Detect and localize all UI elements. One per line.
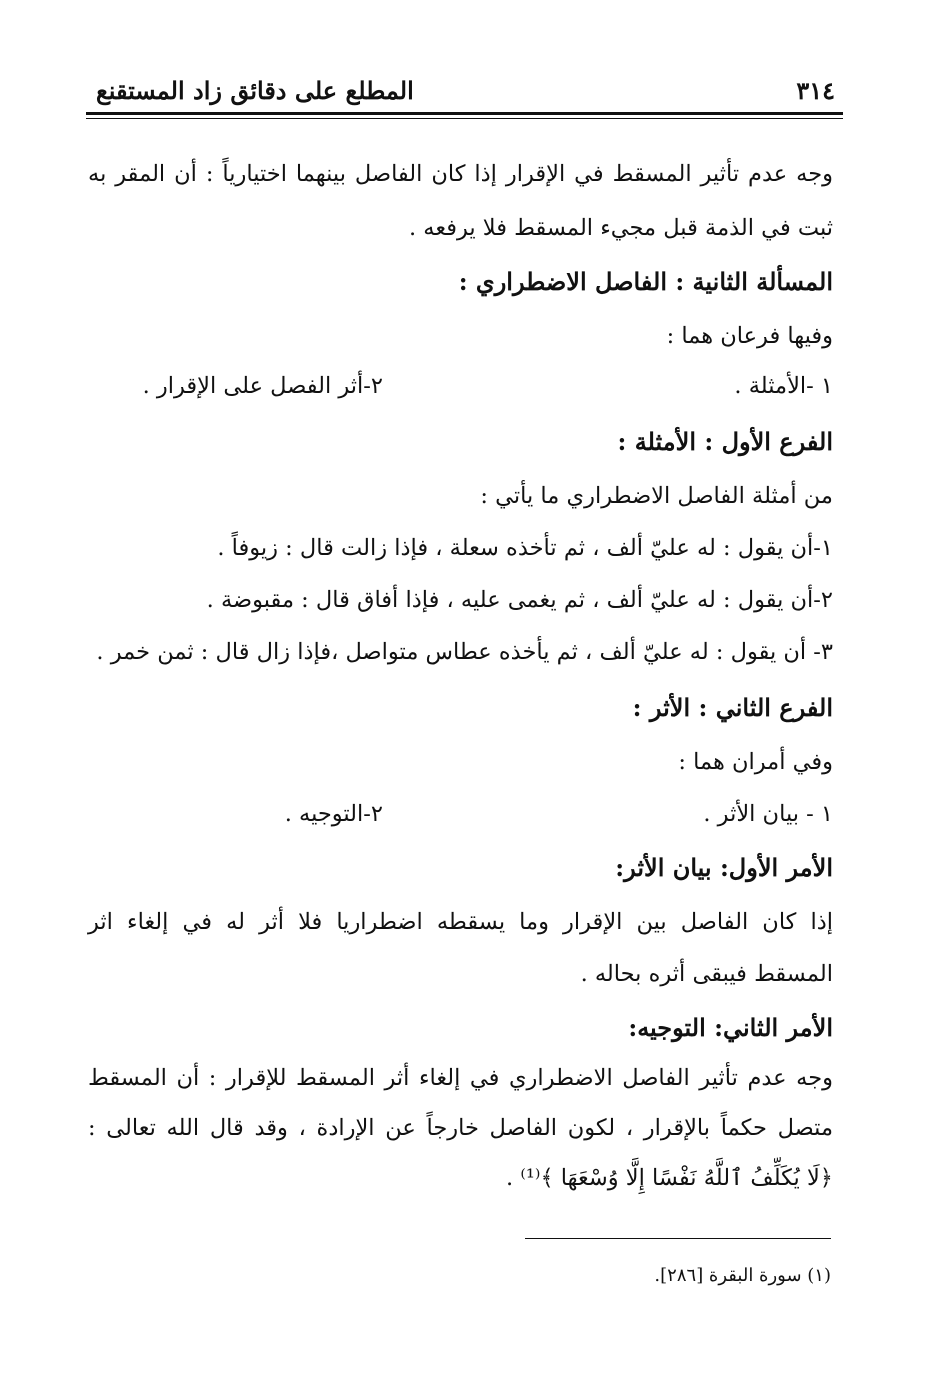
page-number: ٣١٤ xyxy=(796,76,835,105)
list-item: ١ - بيان الأثر . xyxy=(703,801,833,827)
paragraph-line: إذا كان الفاصل بين الإقرار وما يسقطه اضطراريا فلا أثر له في إلغاء اثر xyxy=(88,909,833,935)
section-heading: الأمر الأول: بيان الأثر: xyxy=(615,853,833,882)
header-rule-thick xyxy=(86,112,843,115)
list-item: ١ -الأمثلة . xyxy=(734,373,833,399)
paragraph-line: متصل حكماً بالإقرار ، لكون الفاصل خارجاً عن الإرادة ، وقد قال الله تعالى : xyxy=(88,1115,833,1141)
paragraph-line: وفي أمران هما : xyxy=(678,749,833,775)
paragraph-line: المسقط فيبقى أثره بحاله . xyxy=(580,961,833,987)
book-title: المطلع على دقائق زاد المستقنع xyxy=(96,76,414,105)
list-item: ٢-أن يقول : له عليّ ألف ، ثم يغمى عليه ، فإذا أفاق قال : مقبوضة . xyxy=(206,587,833,613)
list-item: ٣- أن يقول : له عليّ ألف ، ثم يأخذه عطاس متواصل ،فإذا زال قال : ثمن خمر . xyxy=(96,639,833,665)
footnote: (١) سورة البقرة [٢٨٦]. xyxy=(654,1265,831,1286)
list-item: ٢-أثر الفصل على الإقرار . xyxy=(142,373,383,399)
section-heading: المسألة الثانية : الفاصل الاضطراري : xyxy=(458,267,833,296)
list-item: ١-أن يقول : له عليّ ألف ، ثم تأخذه سعلة ، فإذا زالت قال : زيوفاً . xyxy=(217,535,833,561)
paragraph-line: ثبت في الذمة قبل مجيء المسقط فلا يرفعه . xyxy=(408,215,833,241)
quran-verse-line: ﴿لَا يُكَلِّفُ ٱللَّهُ نَفْسًا إِلَّا وُسْعَهَا ﴾⁽¹⁾ . xyxy=(506,1165,833,1191)
section-heading: الفرع الثاني : الأثر : xyxy=(632,693,833,722)
list-item: ٢-التوجيه . xyxy=(284,801,383,827)
section-heading: الفرع الأول : الأمثلة : xyxy=(617,427,833,456)
paragraph-line: وفيها فرعان هما : xyxy=(666,323,833,349)
header-rule-thin xyxy=(86,118,843,119)
page-header xyxy=(86,72,843,112)
paragraph-line: وجه عدم تأثير المسقط في الإقرار إذا كان الفاصل بينهما اختيارياً : أن المقر به xyxy=(88,161,833,187)
section-heading: الأمر الثاني: التوجيه: xyxy=(628,1013,833,1042)
paragraph-line: من أمثلة الفاصل الاضطراري ما يأتي : xyxy=(480,483,833,509)
footnote-separator xyxy=(525,1238,831,1239)
paragraph-line: وجه عدم تأثير الفاصل الاضطراري في إلغاء أثر المسقط للإقرار : أن المسقط xyxy=(88,1065,833,1091)
